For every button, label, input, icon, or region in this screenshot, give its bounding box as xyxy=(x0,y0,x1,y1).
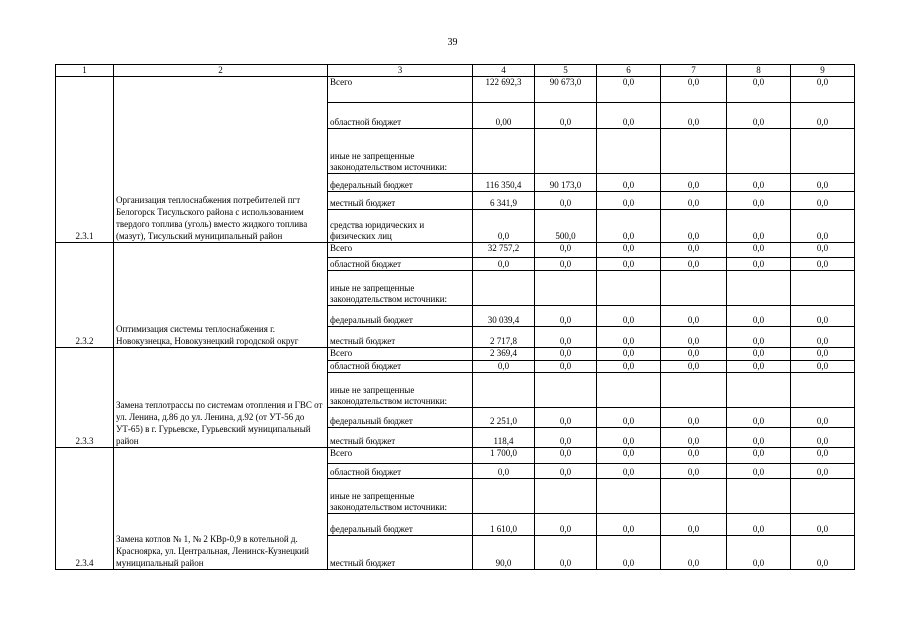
amount-cell: 0,0 xyxy=(791,408,855,428)
amount-cell xyxy=(727,479,791,514)
amount-cell: 0,0 xyxy=(661,77,727,103)
measure-title: Оптимизация системы теплоснабжения г. Новокузнецка, Новокузнецкий городской округ xyxy=(114,243,328,348)
amount-cell: 0,0 xyxy=(535,464,597,479)
amount-cell: 0,0 xyxy=(791,192,855,210)
column-number: 2 xyxy=(114,65,328,77)
amount-cell: 0,0 xyxy=(473,361,535,373)
amount-cell: 32 757,2 xyxy=(473,243,535,258)
funding-source: областной бюджет xyxy=(328,258,473,271)
amount-cell: 0,0 xyxy=(661,192,727,210)
amount-cell: 0,0 xyxy=(597,348,661,361)
funding-source: иные не запрещенные законодательством источники: xyxy=(328,129,473,174)
column-number: 8 xyxy=(727,65,791,77)
amount-cell: 0,0 xyxy=(791,306,855,327)
amount-cell: 30 039,4 xyxy=(473,306,535,327)
amount-cell: 122 692,3 xyxy=(473,77,535,103)
amount-cell: 0,0 xyxy=(661,348,727,361)
funding-source: федеральный бюджет xyxy=(328,408,473,428)
amount-cell: 0,0 xyxy=(727,348,791,361)
amount-cell xyxy=(791,373,855,408)
amount-cell: 0,0 xyxy=(535,306,597,327)
amount-cell: 0,0 xyxy=(727,306,791,327)
amount-cell xyxy=(597,271,661,306)
amount-cell xyxy=(661,129,727,174)
funding-source: федеральный бюджет xyxy=(328,174,473,192)
funding-source: иные не запрещенные законодательством источники: xyxy=(328,373,473,408)
column-number: 4 xyxy=(473,65,535,77)
amount-cell: 0,0 xyxy=(597,258,661,271)
table-row xyxy=(56,243,855,258)
amount-cell: 0,0 xyxy=(535,103,597,129)
amount-cell: 0,0 xyxy=(791,514,855,536)
amount-cell xyxy=(473,271,535,306)
amount-cell: 0,0 xyxy=(535,243,597,258)
amount-cell: 0,0 xyxy=(597,361,661,373)
amount-cell xyxy=(535,479,597,514)
column-number: 9 xyxy=(791,65,855,77)
amount-cell: 0,0 xyxy=(727,210,791,243)
amount-cell: 6 341,9 xyxy=(473,192,535,210)
funding-source: федеральный бюджет xyxy=(328,514,473,536)
amount-cell: 0,0 xyxy=(791,464,855,479)
amount-cell: 0,00 xyxy=(473,103,535,129)
amount-cell: 0,0 xyxy=(661,464,727,479)
amount-cell: 0,0 xyxy=(661,174,727,192)
column-number: 7 xyxy=(661,65,727,77)
amount-cell: 0,0 xyxy=(535,327,597,348)
funding-source: местный бюджет xyxy=(328,192,473,210)
funding-source: Всего xyxy=(328,448,473,464)
funding-source: Всего xyxy=(328,348,473,361)
amount-cell: 1 610,0 xyxy=(473,514,535,536)
funding-source: Всего xyxy=(328,77,473,103)
amount-cell: 0,0 xyxy=(473,258,535,271)
amount-cell xyxy=(791,129,855,174)
amount-cell: 0,0 xyxy=(661,327,727,348)
amount-cell: 0,0 xyxy=(473,464,535,479)
funding-source: средства юридических и физических лиц xyxy=(328,210,473,243)
amount-cell: 0,0 xyxy=(727,327,791,348)
amount-cell: 0,0 xyxy=(791,174,855,192)
amount-cell: 0,0 xyxy=(535,408,597,428)
amount-cell xyxy=(473,479,535,514)
column-number: 3 xyxy=(328,65,473,77)
amount-cell xyxy=(535,271,597,306)
amount-cell: 1 700,0 xyxy=(473,448,535,464)
amount-cell: 0,0 xyxy=(791,448,855,464)
amount-cell: 0,0 xyxy=(727,536,791,570)
funding-table xyxy=(55,64,855,570)
amount-cell: 0,0 xyxy=(791,77,855,103)
amount-cell: 90,0 xyxy=(473,536,535,570)
amount-cell: 0,0 xyxy=(535,192,597,210)
amount-cell: 0,0 xyxy=(597,306,661,327)
amount-cell: 0,0 xyxy=(597,77,661,103)
amount-cell: 0,0 xyxy=(535,428,597,448)
measure-title: Замена котлов № 1, № 2 КВр-0,9 в котельной д. Красноярка, ул. Центральная, Ленинск-Кузнецкий муниципальный район xyxy=(114,448,328,570)
amount-cell: 0,0 xyxy=(597,464,661,479)
funding-source: Всего xyxy=(328,243,473,258)
funding-source: областной бюджет xyxy=(328,464,473,479)
page-number: 39 xyxy=(447,37,458,48)
amount-cell: 0,0 xyxy=(661,210,727,243)
amount-cell: 0,0 xyxy=(727,258,791,271)
amount-cell: 0,0 xyxy=(597,327,661,348)
amount-cell xyxy=(791,271,855,306)
amount-cell: 0,0 xyxy=(791,243,855,258)
column-number-row xyxy=(56,65,855,77)
amount-cell: 0,0 xyxy=(597,536,661,570)
funding-source: местный бюджет xyxy=(328,327,473,348)
column-number: 5 xyxy=(535,65,597,77)
amount-cell xyxy=(535,129,597,174)
amount-cell: 0,0 xyxy=(597,243,661,258)
amount-cell: 0,0 xyxy=(727,103,791,129)
amount-cell: 0,0 xyxy=(597,174,661,192)
column-number: 1 xyxy=(56,65,114,77)
amount-cell xyxy=(727,271,791,306)
amount-cell: 0,0 xyxy=(661,361,727,373)
amount-cell: 0,0 xyxy=(597,514,661,536)
amount-cell: 0,0 xyxy=(791,210,855,243)
amount-cell: 2 251,0 xyxy=(473,408,535,428)
amount-cell: 0,0 xyxy=(727,243,791,258)
amount-cell: 0,0 xyxy=(661,428,727,448)
amount-cell xyxy=(597,373,661,408)
amount-cell: 0,0 xyxy=(661,103,727,129)
amount-cell: 0,0 xyxy=(597,103,661,129)
funding-source: местный бюджет xyxy=(328,428,473,448)
measure-title: Замена теплотрассы по системам отопления и ГВС от ул. Ленина, д.86 до ул. Ленина, д.92 (от УТ-56 до УТ-65) в г. Гурьевске, Гурьевский муниципальный район xyxy=(114,348,328,448)
funding-source: местный бюджет xyxy=(328,536,473,570)
amount-cell: 116 350,4 xyxy=(473,174,535,192)
amount-cell: 0,0 xyxy=(473,210,535,243)
amount-cell: 0,0 xyxy=(727,428,791,448)
measure-code: 2.3.2 xyxy=(56,243,114,348)
table-row xyxy=(56,448,855,464)
funding-source: иные не запрещенные законодательством источники: xyxy=(328,479,473,514)
amount-cell: 0,0 xyxy=(791,348,855,361)
amount-cell xyxy=(535,373,597,408)
amount-cell: 0,0 xyxy=(535,361,597,373)
amount-cell: 0,0 xyxy=(535,348,597,361)
amount-cell: 90 673,0 xyxy=(535,77,597,103)
amount-cell: 90 173,0 xyxy=(535,174,597,192)
amount-cell xyxy=(727,373,791,408)
funding-source: областной бюджет xyxy=(328,361,473,373)
amount-cell: 0,0 xyxy=(661,514,727,536)
measure-code: 2.3.1 xyxy=(56,77,114,243)
amount-cell xyxy=(473,373,535,408)
funding-source: областной бюджет xyxy=(328,103,473,129)
amount-cell: 0,0 xyxy=(661,258,727,271)
amount-cell: 0,0 xyxy=(727,192,791,210)
amount-cell xyxy=(473,129,535,174)
amount-cell: 0,0 xyxy=(597,408,661,428)
amount-cell: 0,0 xyxy=(727,448,791,464)
amount-cell: 0,0 xyxy=(661,448,727,464)
measure-title: Организация теплоснабжения потребителей пгт Белогорск Тисульского района с использованием твердого топлива (уголь) вместо жидкого топлива (мазут), Тисульский муниципальный район xyxy=(114,77,328,243)
amount-cell: 0,0 xyxy=(535,448,597,464)
funding-source: иные не запрещенные законодательством источники: xyxy=(328,271,473,306)
amount-cell: 0,0 xyxy=(597,428,661,448)
amount-cell: 0,0 xyxy=(535,536,597,570)
amount-cell xyxy=(727,129,791,174)
measure-code: 2.3.4 xyxy=(56,448,114,570)
amount-cell xyxy=(661,271,727,306)
amount-cell: 2 369,4 xyxy=(473,348,535,361)
amount-cell xyxy=(661,479,727,514)
amount-cell: 0,0 xyxy=(727,408,791,428)
amount-cell: 0,0 xyxy=(791,258,855,271)
amount-cell xyxy=(597,479,661,514)
amount-cell: 0,0 xyxy=(535,258,597,271)
amount-cell xyxy=(791,479,855,514)
amount-cell: 0,0 xyxy=(791,103,855,129)
amount-cell xyxy=(661,373,727,408)
amount-cell: 0,0 xyxy=(597,192,661,210)
amount-cell: 0,0 xyxy=(791,361,855,373)
amount-cell: 0,0 xyxy=(661,306,727,327)
column-number: 6 xyxy=(597,65,661,77)
amount-cell: 0,0 xyxy=(791,536,855,570)
amount-cell: 0,0 xyxy=(791,327,855,348)
amount-cell: 0,0 xyxy=(727,464,791,479)
amount-cell: 0,0 xyxy=(597,448,661,464)
amount-cell: 2 717,8 xyxy=(473,327,535,348)
amount-cell: 0,0 xyxy=(727,77,791,103)
amount-cell: 0,0 xyxy=(727,361,791,373)
funding-source: федеральный бюджет xyxy=(328,306,473,327)
amount-cell: 0,0 xyxy=(535,514,597,536)
amount-cell: 0,0 xyxy=(661,243,727,258)
amount-cell: 118,4 xyxy=(473,428,535,448)
amount-cell xyxy=(597,129,661,174)
amount-cell: 0,0 xyxy=(727,174,791,192)
table-row xyxy=(56,348,855,361)
amount-cell: 0,0 xyxy=(597,210,661,243)
table-row xyxy=(56,77,855,103)
amount-cell: 500,0 xyxy=(535,210,597,243)
amount-cell: 0,0 xyxy=(727,514,791,536)
amount-cell: 0,0 xyxy=(661,408,727,428)
amount-cell: 0,0 xyxy=(791,428,855,448)
measure-code: 2.3.3 xyxy=(56,348,114,448)
amount-cell: 0,0 xyxy=(661,536,727,570)
